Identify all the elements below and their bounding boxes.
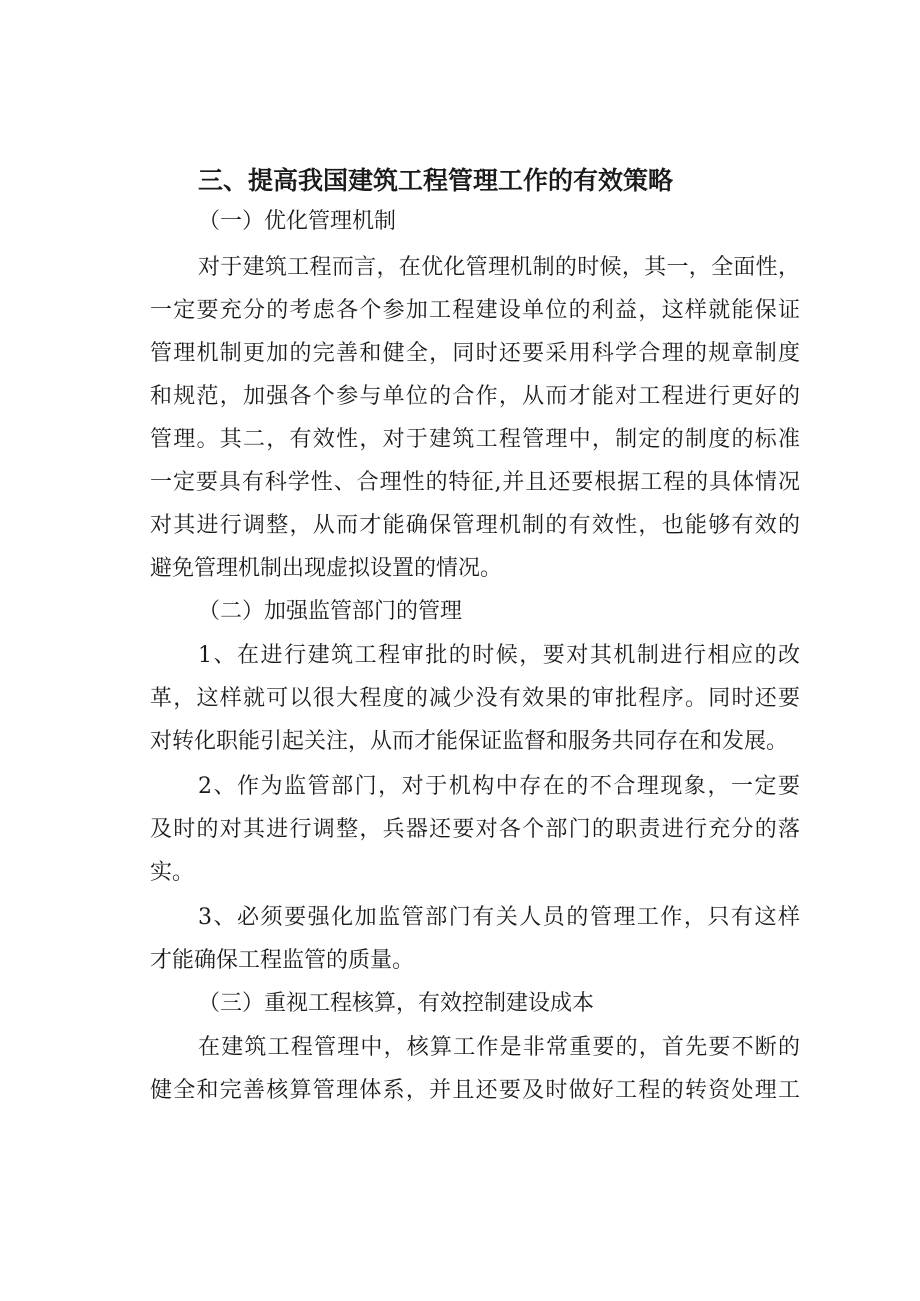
section-title: 三、提高我国建筑工程管理工作的有效策略: [198, 166, 674, 195]
paragraph-line: 对于建筑工程而言，在优化管理机制的时候，其一，全面性，: [198, 255, 800, 280]
paragraph-line: 对其进行调整，从而才能确保管理机制的有效性，也能够有效的: [150, 513, 800, 538]
list-item-line: 对转化职能引起关注，从而才能保证监督和服务共同存在和发展。: [150, 729, 789, 754]
list-item-line: 3、必须要强化加监管部门有关人员的管理工作，只有这样: [198, 905, 800, 930]
list-item-line: 1、在进行建筑工程审批的时候，要对其机制进行相应的改: [198, 643, 800, 668]
paragraph-line: 管理。其二，有效性，对于建筑工程管理中，制定的制度的标准: [150, 427, 800, 452]
paragraph-line: 一定要具有科学性、合理性的特征,并且还要根据工程的具体情况: [150, 470, 800, 495]
paragraph-line: 健全和完善核算管理体系，并且还要及时做好工程的转资处理工: [150, 1078, 800, 1103]
paragraph-line: 在建筑工程管理中，核算工作是非常重要的，首先要不断的: [198, 1035, 800, 1060]
paragraph-line: 一定要充分的考虑各个参加工程建设单位的利益，这样就能保证: [150, 298, 800, 323]
list-item-line: 革，这样就可以很大程度的减少没有效果的审批程序。同时还要: [150, 686, 800, 711]
subsection-1-heading: （一）优化管理机制: [198, 209, 397, 234]
list-item-line: 及时的对其进行调整，兵器还要对各个部门的职责进行充分的落: [150, 817, 800, 842]
subsection-2-heading: （二）加强监管部门的管理: [198, 599, 463, 624]
list-item-line: 才能确保工程监管的质量。: [150, 948, 415, 973]
list-item-line: 2、作为监管部门，对于机构中存在的不合理现象，一定要: [198, 774, 800, 799]
list-item-line: 实。: [150, 860, 195, 885]
subsection-3-heading: （三）重视工程核算，有效控制建设成本: [198, 991, 595, 1016]
paragraph-line: 避免管理机制出现虚拟设置的情况。: [150, 556, 503, 581]
paragraph-line: 和规范，加强各个参与单位的合作，从而才能对工程进行更好的: [150, 384, 800, 409]
paragraph-line: 管理机制更加的完善和健全，同时还要采用科学合理的规章制度: [150, 341, 800, 366]
